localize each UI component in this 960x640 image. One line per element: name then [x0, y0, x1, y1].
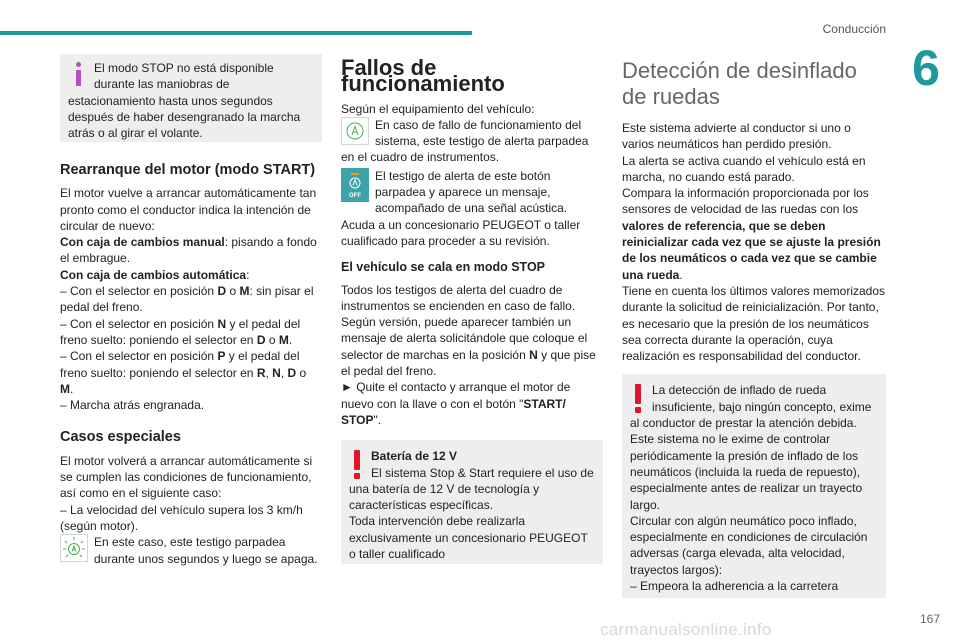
page-number: 167 — [919, 612, 940, 626]
battery-text: El sistema Stop & Start requiere el uso de una batería de 12 V de tecnología y características específicas. — [349, 465, 594, 513]
stall-step: ► Quite el contacto y arranque el motor de nuevo con la llave o con el botón "START/ STOP". — [341, 380, 571, 427]
deflation-p4: Tiene en cuenta los últimos valores memorizados durante la solicitud de reinicialización. Por tanto, es necesario que la presión de los neumáticos sea correcta durante la operación, cuya realización es responsabilidad del conductor. — [622, 283, 886, 364]
deflation-warning-p2: Este sistema no le exime de controlar periódicamente la presión de inflado de los neumáticos (incluida la rueda de repuesto), especialmente antes de realizar un trayecto largo. — [630, 432, 863, 512]
deflation-detection-heading: Detección de desinflado de ruedas — [622, 58, 857, 109]
deflation-warning-box — [622, 374, 886, 598]
special-cases-item: – La velocidad del vehículo supera los 3 km/h (según motor). — [60, 502, 303, 533]
column-3 — [622, 54, 886, 598]
malfunction-intro: Según el equipamiento del vehículo: — [341, 101, 535, 116]
off-label: OFF — [349, 192, 361, 199]
stall-heading: El vehículo se cala en modo STOP — [341, 260, 546, 275]
fault-2-text: El testigo de alerta de este botón parpadea y aparece un mensaje, acompañado de una señal acústica. — [375, 168, 568, 216]
warning-exclamation-icon — [630, 382, 646, 414]
deflation-warning-item: – Empeora la adherencia a la carretera — [630, 579, 839, 594]
auto-item-4: – Marcha atrás engranada. — [60, 398, 205, 413]
fault-1-text: En caso de fallo de funcionamiento del sistema, este testigo de alerta parpadea en el cuadro de instrumentos. — [341, 117, 589, 165]
battery-warning-box — [341, 440, 603, 564]
auto-item-3: – Con el selector en posición P y el pedal del freno suelto: poniendo el selector en R, N, D o M. — [60, 349, 307, 396]
watermark: carmanualsonline.info — [600, 620, 772, 639]
manual-gearbox-line: Con caja de cambios manual: pisando a fondo el embrague. — [60, 235, 317, 266]
top-accent-bar — [0, 31, 472, 35]
auto-item-2: – Con el selector en posición N y el pedal del freno suelto: poniendo el selector en D o M. — [60, 316, 301, 347]
fault-row-2 — [341, 168, 603, 217]
auto-gearbox-label: Con caja de cambios automática: — [60, 267, 250, 282]
fault-row-1 — [341, 117, 603, 166]
restart-heading: Rearranque del motor (modo START) — [60, 162, 316, 178]
malfunction-heading: Fallos de funcionamiento — [341, 55, 505, 97]
info-icon — [68, 60, 90, 88]
stall-text: Todos los testigos de alerta del cuadro de instrumentos se encienden en caso de fallo. Según versión, puede aparecer también un mensaje de alerta solicitándole que coloque el selector de marchas en la posición N y que pise el pedal del freno. — [341, 282, 596, 379]
stop-start-indicator-text: En este caso, este testigo parpadea durante unos segundos y luego se apaga. — [94, 535, 318, 566]
battery-text-2: Toda intervención debe realizarla exclusivamente un concesionario PEUGEOT o taller cualificado — [349, 514, 588, 562]
special-cases-text: El motor volverá a arrancar automáticamente si se cumplen las condiciones de funcionamiento, así como en el siguiente caso: — [60, 453, 313, 501]
stop-start-warning-icon — [341, 117, 369, 145]
deflation-p3: Compara la información proporcionada por los sensores de velocidad de las ruedas con los valores de referencia, que se deben reinicializar cada vez que se ajuste la presión de los neumáticos o cada vez que se cambie una rueda. — [622, 186, 881, 282]
restart-intro: El motor vuelve a arrancar automáticamente tan pronto como el conductor indica la intención de circular de nuevo: — [60, 186, 317, 233]
fault-after-text: Acuda a un concesionario PEUGEOT o taller cualificado para proceder a su revisión. — [341, 217, 581, 248]
stop-start-flashing-icon — [60, 534, 88, 562]
battery-title: Batería de 12 V — [371, 449, 458, 464]
deflation-warning-p3: Circular con algún neumático poco inflado, especialmente en condiciones de circulación adversas (carga elevada, alta velocidad, trayectos largos): — [630, 513, 868, 577]
deflation-p1: Este sistema advierte al conductor si uno o varios neumáticos han perdido presión. — [622, 121, 851, 152]
special-cases-heading: Casos especiales — [60, 429, 181, 446]
deflation-warning-p1: La detección de inflado de rueda insuficiente, bajo ningún concepto, exime al conductor de prestar la atención debida. — [630, 383, 872, 431]
section-title: Conducción — [822, 22, 886, 36]
chapter-number: 6 — [912, 40, 940, 96]
info-box — [60, 54, 322, 142]
deflation-p2: La alerta se activa cuando el vehículo está en marcha, no cuando está parado. — [622, 153, 866, 184]
info-box-text: El modo STOP no está disponible durante las maniobras de estacionamiento hasta unos segundos después de haber desengranado la marcha atrás o al girar el volante. — [68, 61, 301, 141]
stop-start-indicator-row — [60, 534, 322, 567]
column-2 — [341, 54, 603, 564]
auto-item-1: – Con el selector en posición D o M: sin pisar el pedal del freno. — [60, 284, 314, 315]
column-1 — [60, 54, 322, 567]
warning-exclamation-icon — [349, 448, 365, 480]
stop-start-off-button-icon — [341, 168, 369, 202]
